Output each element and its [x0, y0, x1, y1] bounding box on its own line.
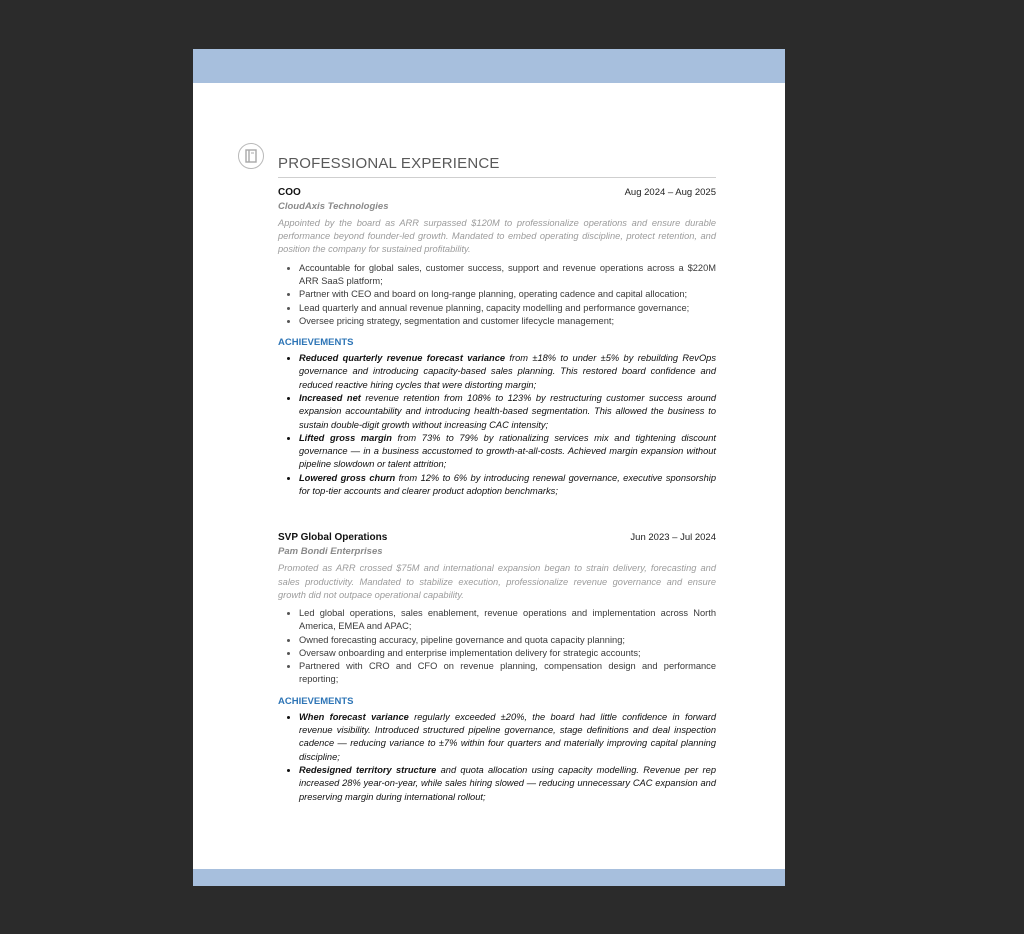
achievement-text: and quota allocation using capacity modelling. Revenue per rep increased 28% year-on-year, while sales hiring slowed — reducing unnecessary CAC expansion and preserving margin during international rollout; — [299, 764, 716, 802]
role-summary: Promoted as ARR crossed $75M and international expansion began to strain delivery, forecasting and sales productivity. Mandated to stabilize execution, professionalize revenue governance and ensure growth did not outpace operational capability. — [278, 563, 716, 600]
duty-item: • Partnered with CRO and CFO on revenue planning, compensation design and performance reporting; — [299, 660, 716, 687]
company-name: CloudAxis Technologies — [278, 201, 389, 212]
duty-item: • Lead quarterly and annual revenue planning, capacity modelling and performance governance; — [299, 302, 716, 315]
achievement-lead: When forecast variance — [299, 711, 409, 722]
role-title: SVP Global Operations — [278, 532, 388, 544]
footer-band — [193, 869, 785, 886]
book-icon — [238, 143, 264, 169]
duty-item: • Oversaw onboarding and enterprise implementation delivery for strategic accounts; — [299, 647, 716, 660]
role-dates: Jun 2023 – Jul 2024 — [630, 532, 716, 544]
achievement-text: from ±18% to under ±5% by rebuilding RevOps governance and introducing capacity-based sales planning. This restored board confidence and reduced reactive hiring cycles that were distorting margin; — [299, 353, 716, 390]
achievement-text: regularly exceeded ±20%, the board had little confidence in forward revenue visibility. Introduced structured pipeline governance, stage definitions and deal inspection cadence — reducing variance to ±7% within four quarters and materially improving capital planning discipline; — [299, 711, 717, 762]
experience-section — [278, 155, 716, 838]
achievement-item — [299, 392, 716, 432]
achievement-lead: Increased net — [299, 392, 361, 403]
achievements-heading: ACHIEVEMENTS — [278, 337, 354, 349]
achievement-lead: Lifted gross margin — [299, 432, 392, 443]
company-name: Pam Bondi Enterprises — [278, 546, 383, 558]
achievements-list — [278, 711, 716, 804]
achievement-item — [299, 352, 716, 392]
duty-item: • Owned forecasting accuracy, pipeline governance and quota capacity planning; — [299, 634, 716, 647]
achievement-item — [299, 711, 716, 764]
duty-item: • Led global operations, sales enablement, revenue operations and implementation across North America, EMEA and APAC; — [299, 607, 716, 634]
duty-item: • Accountable for global sales, customer success, support and revenue operations across a $220M ARR SaaS platform; — [299, 262, 716, 289]
achievement-text: from 73% to 79% by rationalizing services mix and tightening discount governance — in a business accustomed to growth-at-all-costs. Achieved margin expansion without pipeline slowdown or talent attrition; — [299, 432, 716, 470]
role-title: COO — [278, 187, 301, 198]
role-header — [278, 187, 716, 198]
achievement-item — [299, 432, 716, 472]
role-header — [278, 532, 716, 543]
header-band — [193, 49, 785, 83]
achievement-lead: Reduced quarterly revenue forecast variance — [299, 353, 506, 364]
achievement-item — [299, 472, 716, 499]
section-title: PROFESSIONAL EXPERIENCE — [278, 155, 716, 178]
achievement-lead: Lowered gross churn — [299, 472, 396, 483]
duties-list — [278, 262, 716, 328]
role-summary: Appointed by the board as ARR surpassed $120M to professionalize operations and ensure durable performance beyond founder-led growth. Mandated to embed operating discipline, protect retention, and position the company for sustained profitability. — [278, 218, 716, 255]
duty-item: • Partner with CEO and board on long-range planning, operating cadence and capital allocation; — [299, 288, 716, 301]
duties-list — [278, 607, 716, 687]
achievements-list — [278, 352, 716, 498]
role-entry — [278, 532, 716, 803]
achievement-text: revenue retention from 108% to 123% by restructuring customer success around expansion accountability and introducing health-based segmentation. This allowed the business to sustain double-digit growth without increasing CAC intensity; — [299, 392, 716, 430]
role-dates: Aug 2024 – Aug 2025 — [624, 187, 716, 198]
achievement-lead: Redesigned territory structure — [299, 764, 437, 775]
achievements-heading: ACHIEVEMENTS — [278, 695, 354, 707]
resume-page — [193, 49, 785, 886]
achievement-item — [299, 764, 716, 804]
achievement-text: from 12% to 6% by introducing renewal governance, executive sponsorship for top-tier accounts and clearer product adoption benchmarks; — [299, 472, 716, 497]
duty-item: • Oversee pricing strategy, segmentation and customer lifecycle management; — [299, 315, 716, 328]
role-entry — [278, 187, 716, 498]
